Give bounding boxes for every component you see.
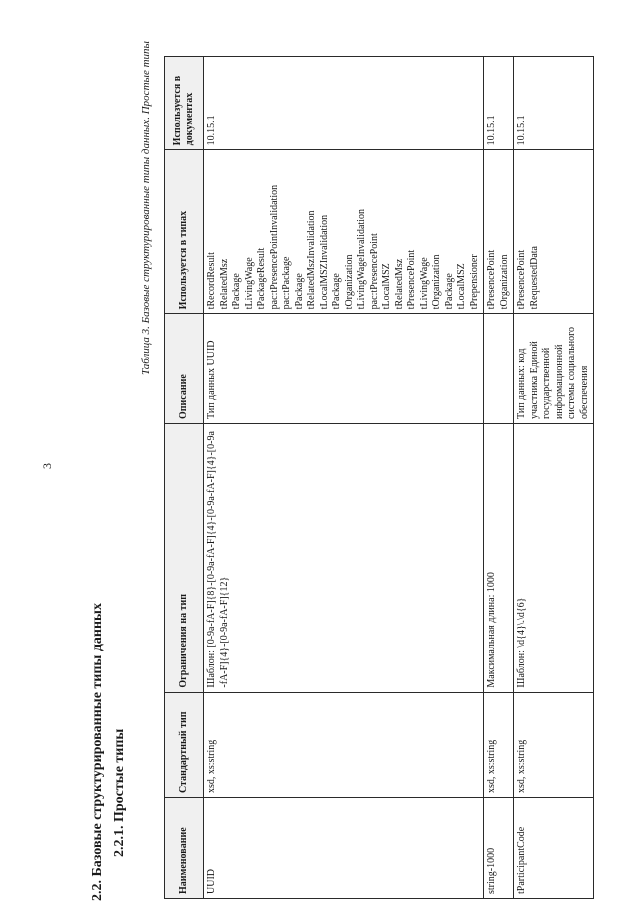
type-reference: tRequestedData — [528, 246, 540, 310]
type-reference: tPackage — [331, 273, 342, 310]
simple-types-table — [164, 56, 594, 899]
type-reference: tPrepensioner — [468, 254, 480, 310]
type-reference: tPackage — [231, 273, 242, 310]
type-reference: tRelatedMszInvalidation — [306, 210, 317, 310]
type-reference: tPackage — [293, 273, 305, 310]
cell-description: Тип данных UUID — [204, 314, 484, 424]
table-header-row — [165, 57, 204, 899]
cell-used-in-types — [484, 150, 514, 314]
table-body — [204, 57, 594, 899]
header-standard-type: Стандартный тип — [165, 692, 204, 797]
type-reference: pac:tPresencePoint — [368, 233, 380, 310]
cell-used-in-types — [204, 150, 484, 314]
type-reference: tPresencePoint — [516, 249, 527, 310]
cell-used-in-documents: 10.15.1 — [484, 57, 514, 150]
type-reference: tLivingWage — [418, 257, 430, 310]
type-reference: tLocalMSZ — [381, 263, 392, 310]
type-reference: tPresencePoint — [486, 249, 497, 310]
table-caption: Таблица 3. Базовые структурированные типы данных. Простые типы — [140, 41, 152, 376]
header-used-in-types: Используется в типах — [165, 150, 204, 314]
cell-standard-type: xsd, xs:string — [484, 692, 514, 797]
table-row — [204, 57, 484, 899]
cell-used-in-documents: 10.15.1 — [204, 57, 484, 150]
header-used-in-documents: Используется в документах — [165, 57, 204, 150]
type-reference: tPackageResult — [256, 247, 267, 310]
type-reference: tPackage — [443, 273, 455, 310]
header-description: Описание — [165, 314, 204, 424]
table-row — [484, 57, 514, 899]
cell-description — [484, 314, 514, 424]
table-row — [514, 57, 594, 899]
cell-used-in-types — [514, 150, 594, 314]
subsection-title: 2.2.1. Простые типы — [112, 728, 127, 857]
type-reference: tOrganization — [431, 254, 442, 310]
type-reference: tRecordResult — [206, 252, 217, 310]
type-reference: tLocalMSZ — [456, 263, 467, 310]
type-reference: tLivingWageInvalidation — [356, 209, 367, 310]
page-number: 3 — [40, 463, 54, 469]
cell-name: UUID — [204, 798, 484, 899]
cell-restrictions: Шаблон: \d{4}\.\d{6} — [514, 424, 594, 693]
cell-restrictions: Шаблон: [0-9a-fA-F]{8}-[0-9a-fA-F]{4}-[0-9a-fA-F]{4}-[0-9a-fA-F]{4}-[0-9a-fA-F]{12} — [204, 424, 484, 693]
type-reference: tRelatedMsz — [393, 258, 405, 310]
header-restrictions: Ограничения на тип — [165, 424, 204, 693]
cell-standard-type: xsd, xs:string — [204, 692, 484, 797]
cell-restrictions: Максимальная длина: 1000 — [484, 424, 514, 693]
header-name: Наименование — [165, 798, 204, 899]
section-title: 2.2. Базовые структурированные типы данных — [90, 603, 105, 901]
type-reference: tLivingWage — [243, 257, 255, 310]
cell-standard-type: xsd, xs:string — [514, 692, 594, 797]
cell-used-in-documents: 10.15.1 — [514, 57, 594, 150]
cell-name: tParticipantCode — [514, 798, 594, 899]
type-reference: tRelatedMsz — [218, 258, 230, 310]
type-reference: tOrganization — [498, 254, 510, 310]
type-reference: tLocalMSZInvalidation — [318, 214, 330, 310]
type-reference: pac:tPresencePointInvalidation — [268, 184, 280, 310]
type-reference: tOrganization — [343, 254, 355, 310]
type-reference: tPresencePoint — [406, 249, 417, 310]
type-reference: pac:tPackage — [281, 256, 292, 310]
cell-description: Тип данных: код участника Единой государственной информационной системы социального обеспечения — [514, 314, 594, 424]
cell-name: string-1000 — [484, 798, 514, 899]
